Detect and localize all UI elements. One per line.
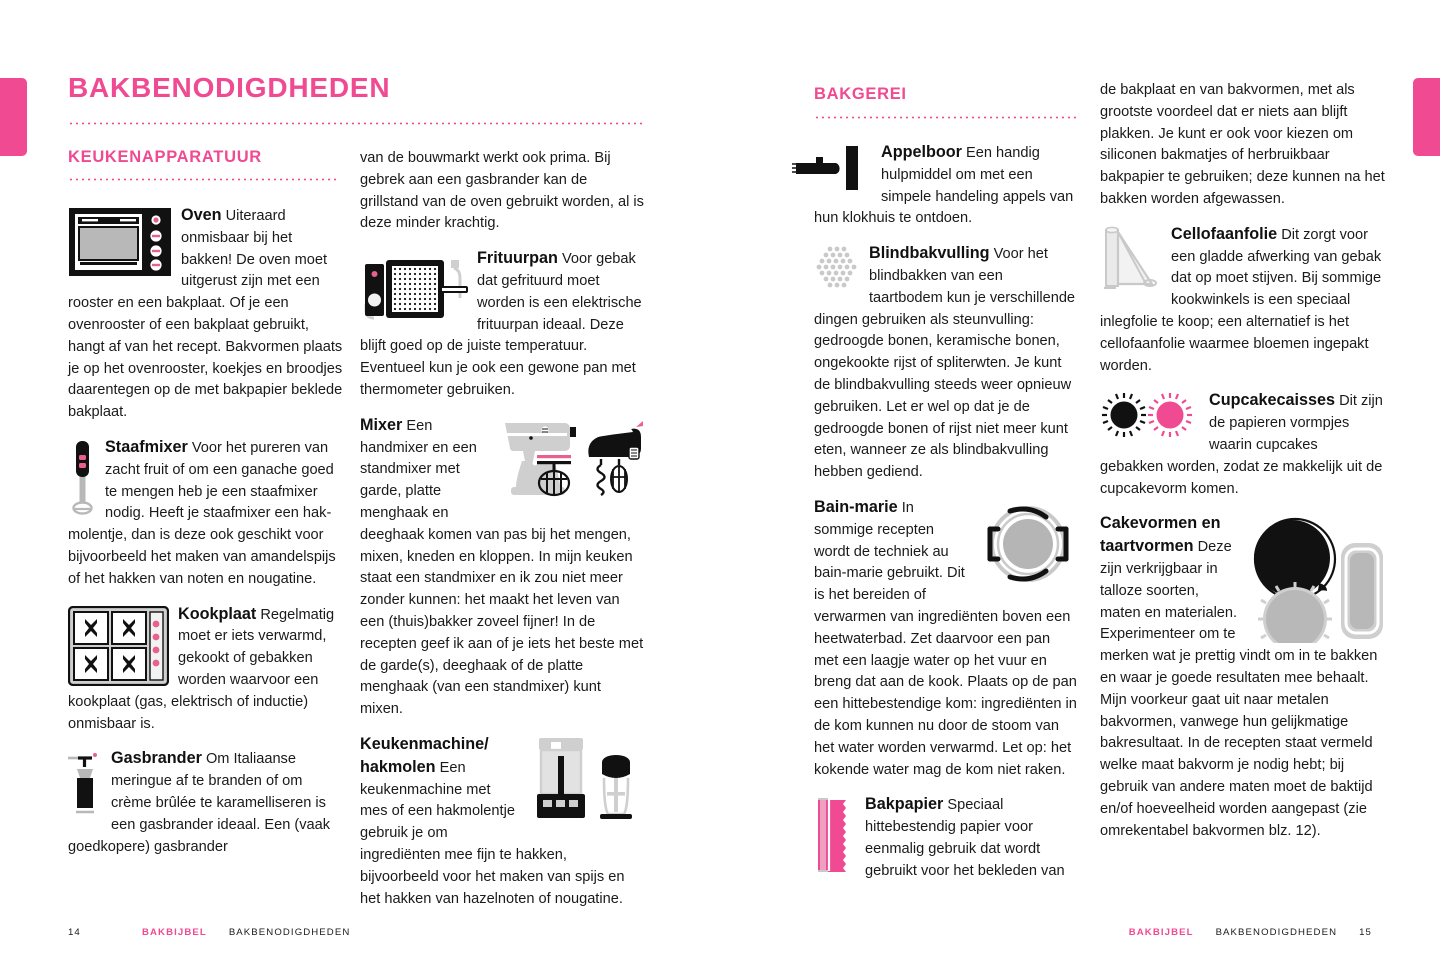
entry-kookplaat [68,604,344,736]
page-number: 15 [1359,927,1372,938]
pan-icon [978,499,1078,589]
right-column-1 [814,142,1078,883]
book-brand: BAKBIJBEL [142,927,207,938]
entry-heading: Kookplaat [178,604,257,623]
entry-heading: Cupcakecaisses [1209,391,1335,410]
entry-heading: Cakevormen en taartvormen [1100,514,1221,556]
entry-keukenmachine [360,734,645,910]
entry-heading: Bakpapier [865,795,944,814]
entry-body: Om Italiaanse meringue af te branden of om crème brûlée te karamelliseren is een gasbrander ideaal. Een (vaak goedkopere) gasbrander [68,751,331,855]
entry-body: Deze zijn verkrijgbaar in talloze soorten, maten en materialen. Experimenteer om te merken wat je prettig vindt om in te bakken en waar je goede resultaten mee behaalt. Mijn voorkeur gaat uit naar metalen bakvormen, vanwege hun gelijkmatige bakresultaat. In de recepten staat vermeld welke maat bakvorm je nodig hebt; bij gebruik van andere maten moet de baktijd en/of hoeveelheid worden aangepast (zie omrekentabel bakvormen blz. 12). [1100,539,1378,839]
entry-bakpapier [814,794,1078,882]
food-processor-icon [531,736,645,836]
entry-staafmixer [68,437,344,591]
entry-cellofaanfolie [1100,224,1385,378]
immersion-blender-icon [68,439,96,519]
entry-body: Voor het pureren van zacht fruit of om een ganache goed te mengen heb je een staafmixer nodig. Heeft je staafmixer een hak-molentje, dan is deze ook geschikt voor bijvoorbeeld het maken van amandelspijs of het hakken van noten en nougatine. [68,439,336,587]
entry-oven [68,205,344,424]
entry-body: Een keukenmachine met mes of een hakmolentje gebruik je om ingrediënten mee fijn te hakken, bijvoorbeeld voor het maken van spijs en het hakken van hazelnoten of nougatine. [360,759,625,907]
footer-breadcrumb: BAKBENODIGDHEDEN [1215,927,1338,938]
entry-heading: Gasbrander [111,749,202,768]
left-column-2 [360,148,645,910]
entry-mixer [360,415,645,721]
footer-breadcrumb: BAKBENODIGDHEDEN [228,927,351,938]
entry-cakevormen [1100,513,1385,842]
entry-body: In sommige recepten wordt de techniek au bain-marie gebruikt. Dit is het bereiden of verwarmen van ingrediënten boven een heetwaterbad. Zet daarvoor een pan met een laagje water op het vuur en breng dat aan de kook. Plaats op de pan een hittebestendige kom: ingrediënten in de kom kunnen nu door de stoom van het water worden verwarmd. Let op: het kokende water mag de kom niet raken. [814,499,1077,778]
entry-frituurpan [360,248,645,402]
entry-gasbrander-continued [360,148,645,235]
entry-heading: Bain-marie [814,497,898,516]
baking-paper-icon [814,796,856,874]
cupcake-cases-icon [1100,392,1200,438]
entry-heading: Keukenmachine/ hakmolen [360,734,489,776]
footer-right [1129,927,1372,938]
section-heading-keukenapparatuur: KEUKENAPPARATUUR [68,148,262,166]
entry-bakpapier-continued [1100,80,1385,211]
entry-heading: Cellofaanfolie [1171,224,1278,243]
entry-body: Speciaal hittebestendig papier voor eenmalig gebruik dat wordt gebruikt voor het bekleden van [865,797,1065,879]
entry-body: Uiteraard onmisbaar bij het bakken! De oven moet uitgerust zijn met een rooster en een bakplaat. Of je een ovenrooster of een bakplaat gebruikt, hangt af van het recept. Bakvormen plaats je op het ovenrooster, koekjes en broodjes daarentegen op de met bakpapier beklede bakplaat. [68,208,343,421]
chapter-thumb-tab-right [1413,78,1440,156]
apple-corer-icon [792,144,872,192]
entry-body: de bakplaat en van bakvormen, met als grootste voordeel dat er niets aan blijft plakken. Je kunt er ook voor kiezen om siliconen bakmatjes of herbruikbaar bakpapier te gebruiken; deze kunnen na het bakken worden afgewassen. [1100,82,1385,207]
book-brand: BAKBIJBEL [1128,927,1194,938]
entry-heading: Staafmixer [105,437,188,456]
oven-icon [68,207,172,277]
entry-gasbrander [68,748,344,858]
entry-heading: Mixer [360,415,403,434]
entry-heading: Oven [181,206,222,224]
entry-heading: Frituurpan [477,249,558,268]
left-column-1 [68,205,344,858]
entry-heading: Blindbakvulling [869,244,990,263]
blowtorch-icon [68,750,102,826]
entry-cupcakecaisses [1100,390,1385,500]
entry-body: Een handmixer en een standmixer met garde, platte menghaak en deeghaak komen van pas bij het mengen, mixen, kneden en kloppen. In mijn keuken staat een standmixer en ik zou niet meer zonder kunnen: het maakt het leven van een (thuis)bakker zoveel fijner! In de recepten geef ik aan of je iets het beste met de garde(s), deeghaak of de platte menghaak (van een standmixer) kunt mixen. [360,417,644,718]
cake-tins-icon [1247,515,1385,643]
entry-body: van de bouwmarkt werkt ook prima. Bij gebrek aan een gasbrander kan de grillstand van de oven gebruikt worden, al is deze minder krachtig. [360,150,644,232]
right-page [720,0,1440,976]
cellophane-roll-icon [1100,226,1162,298]
entry-body: Voor gebak dat gefrituurd moet worden is een elektrische frituurpan ideaal. Deze blijft goed op de juiste temperatuur. Eventueel kun je ook een gewone pan met thermometer gebruiken. [360,251,642,398]
right-column-2 [1100,80,1385,842]
entry-body: Dit zorgt voor een gladde afwerking van gebak dat op moet stijven. Bij sommige kookwinkels is een speciaal inlegfolie te koop; een alternatief is het cellofaanfolie waarmee bloemen ingepakt worden. [1100,226,1382,374]
baking-beans-icon [814,245,860,291]
mixer-icon [497,417,645,503]
entry-appelboor [814,142,1078,230]
entry-heading: Appelboor [881,143,962,161]
divider-dotted-top [68,122,645,125]
entry-blindbakvulling [814,243,1078,484]
entry-body: Regelmatig moet er iets verwarmd, gekookt of gebakken worden waarvoor een kookplaat (gas, elektrisch of inductie) onmisbaar is. [68,606,335,732]
entry-bain-marie [814,497,1078,781]
entry-body: Dit zijn de papieren vormpjes waarin cupcakes gebakken worden, zodat ze makkelijk uit de cupcakevorm komen. [1100,393,1383,497]
footer-left [68,927,350,938]
entry-body: Een handig hulpmiddel om met een simpele handeling appels van hun klokhuis te ontdoen. [814,145,1074,227]
stovetop-icon [68,606,169,686]
section-heading-bakgerei: BAKGEREI [814,85,907,103]
deep-fryer-icon [360,250,468,332]
page-number: 14 [68,927,81,938]
page-title: BAKBENODIGDHEDEN [68,72,391,103]
divider-dotted-section [68,178,340,181]
chapter-thumb-tab-left [0,78,27,156]
entry-body: Voor het blindbakken van een taartbodem kun je verschillende dingen gebruiken als steunvulling: gedroogde bonen, keramische bonen, ongekookte rijst of spliterwten. Je kunt de blindbakvulling steeds weer opnieuw gebruiken. Let er wel op dat je de gedroogde bonen of rijst niet meer kunt eten, wanneer ze als blindbakvulling hebben gediend. [814,246,1076,481]
divider-dotted-bakgerei [814,116,1076,119]
